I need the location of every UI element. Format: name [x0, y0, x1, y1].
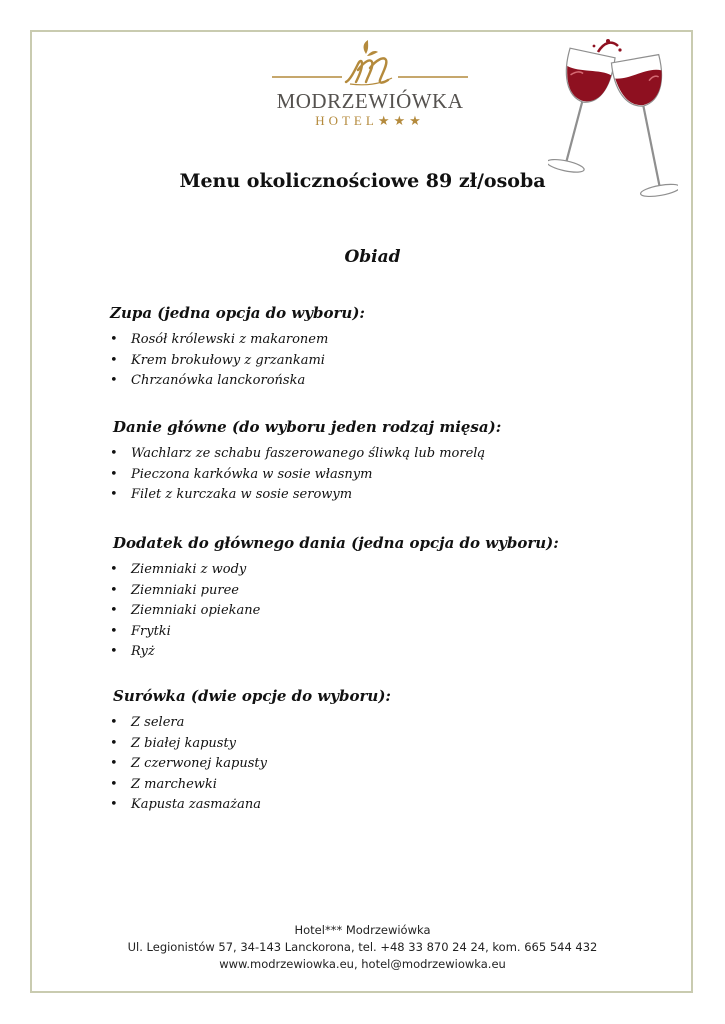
menu-section-main-course [113, 418, 673, 506]
list-item: • Pieczona karkówka w sosie własnym [110, 465, 673, 486]
list-item: • Filet z kurczaka w sosie serowym [110, 485, 673, 506]
meal-heading: Obiad [344, 247, 401, 267]
hotel-subtitle: HOTEL★★★ [315, 113, 425, 128]
section-heading: Zupa (jedna opcja do wyboru): [110, 304, 365, 322]
list-item: • Rosół królewski z makaronem [110, 330, 670, 351]
list-item: • Wachlarz ze schabu faszerowanego śliwką lub morelą [110, 444, 673, 465]
list-item: • Krem brokułowy z grzankami [110, 351, 670, 372]
list-item: • Ziemniaki z wody [110, 560, 673, 581]
menu-section-salad [113, 687, 673, 816]
hotel-monogram-icon [270, 40, 470, 90]
list-item: • Kapusta zasmażana [110, 795, 673, 816]
footer-address: Ul. Legionistów 57, 34-143 Lanckorona, tel. +48 33 870 24 24, kom. 665 544 432 [127, 940, 598, 954]
list-item: • Frytki [110, 622, 673, 643]
list-item: • Z selera [110, 713, 673, 734]
hotel-name: MODRZEWIÓWKA [276, 89, 464, 113]
footer-contact: www.modrzewiowka.eu, hotel@modrzewiowka.eu [219, 957, 506, 971]
footer-hotel-name: Hotel*** Modrzewiówka [294, 923, 431, 937]
list-item: • Ziemniaki puree [110, 581, 673, 602]
menu-section-soup [110, 304, 670, 392]
list-item: • Z marchewki [110, 775, 673, 796]
item-list [110, 713, 673, 816]
section-heading: Danie główne (do wyboru jeden rodzaj mięsa): [113, 418, 502, 436]
list-item: • Chrzanówka lanckorońska [110, 371, 670, 392]
list-item: • Z białej kapusty [110, 734, 673, 755]
section-heading: Dodatek do głównego dania (jedna opcja do wyboru): [113, 534, 559, 552]
item-list [110, 560, 673, 663]
menu-title: Menu okolicznościowe 89 zł/osoba [179, 170, 546, 192]
section-heading: Surówka (dwie opcje do wyboru): [113, 687, 391, 705]
list-item: • Ziemniaki opiekane [110, 601, 673, 622]
item-list [110, 330, 670, 392]
list-item: • Z czerwonej kapusty [110, 754, 673, 775]
menu-section-side-dish [113, 534, 673, 663]
list-item: • Ryż [110, 642, 673, 663]
item-list [110, 444, 673, 506]
page-footer [0, 922, 725, 973]
hotel-logo [270, 40, 470, 130]
